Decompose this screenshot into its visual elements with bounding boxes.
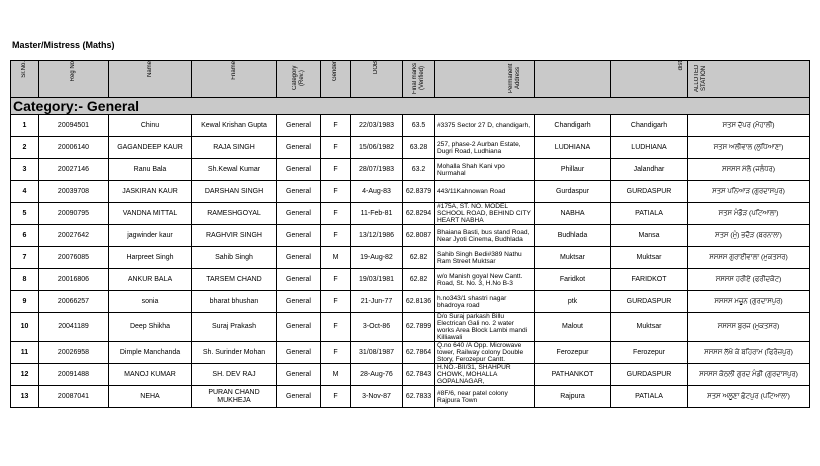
cell-alloted-station: ਸਸਸਸ ਮਚੂਨ (ਗੁਰਦਾਸਪੁਰ) (688, 291, 810, 313)
cell-alloted-station: ਸਸਸਸ ਮੱਲੋ (ਜਲੰਧਰ) (688, 159, 810, 181)
header-dist: dist (611, 61, 688, 98)
cell-dist: GURDASPUR (611, 181, 688, 203)
cell-address-city: ptk (535, 291, 611, 313)
cell-srno: 1 (11, 115, 39, 137)
cell-alloted-station: ਸਤਸ (ਮੁੰ) ਭਦੌੜ (ਬਰਨਾਲਾ) (688, 225, 810, 247)
cell-alloted-station: ਸਤਸ ਪਨਿਆੜ (ਗੁਰਦਾਸਪੁਰ) (688, 181, 810, 203)
table-row (11, 181, 810, 203)
cell-dob: 3-Oct-86 (351, 313, 403, 342)
cell-final-marks: 62.7864 (403, 342, 435, 364)
table-row (11, 115, 810, 137)
cell-regno: 20016806 (39, 269, 109, 291)
cell-fname: RAGHVIR SINGH (192, 225, 277, 247)
cell-dist: PATIALA (611, 386, 688, 408)
cell-address-city: Gurdaspur (535, 181, 611, 203)
cell-dob: 19/03/1981 (351, 269, 403, 291)
cell-dist: Jalandhar (611, 159, 688, 181)
cell-regno: 20091488 (39, 364, 109, 386)
header-gender: Gender (321, 61, 351, 98)
header-alloted-station: ALLOTED STATION (688, 61, 810, 98)
cell-category: General (277, 342, 321, 364)
cell-name: Deep Shikha (109, 313, 192, 342)
table-row (11, 269, 810, 291)
cell-alloted-station: ਸਸਸਸ ਗੁਰਾਈਵਾਲਾ (ਮੁਕਤਸਰ) (688, 247, 810, 269)
cell-dob: 28/07/1983 (351, 159, 403, 181)
cell-srno: 13 (11, 386, 39, 408)
cell-address: #175A, ST. NO. MODEL SCHOOL ROAD, BEHIND CITY HEART NABHA (435, 203, 535, 225)
table-row (11, 386, 810, 408)
cell-address: Sahib Singh Bedi#389 Nathu Ram Street Muktsar (435, 247, 535, 269)
category-label: Category:- General (11, 98, 810, 115)
cell-final-marks: 62.8294 (403, 203, 435, 225)
cell-gender: F (321, 115, 351, 137)
cell-category: General (277, 159, 321, 181)
cell-dist: Mansa (611, 225, 688, 247)
cell-srno: 9 (11, 291, 39, 313)
cell-category: General (277, 225, 321, 247)
cell-final-marks: 62.7899 (403, 313, 435, 342)
cell-address: 257, phase-2 Aurban Estate, Dugri Road, Ludhiana (435, 137, 535, 159)
cell-dist: Muktsar (611, 247, 688, 269)
cell-dist: Chandigarh (611, 115, 688, 137)
cell-gender: F (321, 291, 351, 313)
cell-dob: 19-Aug-82 (351, 247, 403, 269)
cell-regno: 20027146 (39, 159, 109, 181)
cell-fname: RAJA SINGH (192, 137, 277, 159)
cell-alloted-station: ਸਸਸਸ ਬੁਰਜ (ਮੁਕਤਸਰ) (688, 313, 810, 342)
cell-category: General (277, 181, 321, 203)
cell-srno: 5 (11, 203, 39, 225)
cell-dob: 22/03/1983 (351, 115, 403, 137)
cell-fname: DARSHAN SINGH (192, 181, 277, 203)
cell-name: Harpreet Singh (109, 247, 192, 269)
cell-regno: 20066257 (39, 291, 109, 313)
table-row (11, 225, 810, 247)
cell-final-marks: 63.5 (403, 115, 435, 137)
cell-srno: 6 (11, 225, 39, 247)
cell-fname: Suraj Prakash (192, 313, 277, 342)
cell-dist: GURDASPUR (611, 291, 688, 313)
table-row (11, 203, 810, 225)
cell-name: MANOJ KUMAR (109, 364, 192, 386)
cell-address-city: LUDHIANA (535, 137, 611, 159)
table-row (11, 364, 810, 386)
allotment-table (10, 60, 810, 408)
cell-gender: F (321, 269, 351, 291)
cell-regno: 20076085 (39, 247, 109, 269)
cell-final-marks: 62.8136 (403, 291, 435, 313)
table-row (11, 291, 810, 313)
cell-regno: 20094501 (39, 115, 109, 137)
cell-gender: F (321, 137, 351, 159)
table-row (11, 247, 810, 269)
cell-dob: 4-Aug-83 (351, 181, 403, 203)
cell-fname: Sahib Singh (192, 247, 277, 269)
cell-dob: 21-Jun-77 (351, 291, 403, 313)
cell-name: NEHA (109, 386, 192, 408)
cell-dist: PATIALA (611, 203, 688, 225)
cell-srno: 8 (11, 269, 39, 291)
header-category: Category (Rev.) (277, 61, 321, 98)
cell-category: General (277, 247, 321, 269)
cell-address: Mohalla Shah Kani vpo Nurmahal (435, 159, 535, 181)
header-dob: DOB (351, 61, 403, 98)
header-address-city (535, 61, 611, 98)
header-fname: Fname (192, 61, 277, 98)
cell-alloted-station: ਸਤਸ ਮੰਡੌੜ (ਪਟਿਆਲਾ) (688, 203, 810, 225)
header-regno: Reg No (39, 61, 109, 98)
cell-dist: GURDASPUR (611, 364, 688, 386)
cell-final-marks: 62.8087 (403, 225, 435, 247)
header-permanent-address: Permanent Address (435, 61, 535, 98)
cell-address: w/o Manish goyal New Cantt. Road, St. No. 3, H.No B-3 (435, 269, 535, 291)
table-row (11, 313, 810, 342)
cell-name: Dimple Manchanda (109, 342, 192, 364)
cell-category: General (277, 269, 321, 291)
cell-regno: 20027642 (39, 225, 109, 247)
cell-gender: F (321, 386, 351, 408)
cell-dist: FARIDKOT (611, 269, 688, 291)
cell-address: 443/11Kahnowan Road (435, 181, 535, 203)
table-row (11, 342, 810, 364)
cell-gender: F (321, 203, 351, 225)
cell-final-marks: 63.2 (403, 159, 435, 181)
cell-gender: M (321, 364, 351, 386)
cell-srno: 12 (11, 364, 39, 386)
cell-dob: 13/12/1986 (351, 225, 403, 247)
cell-dist: Muktsar (611, 313, 688, 342)
cell-fname: Kewal Krishan Gupta (192, 115, 277, 137)
cell-alloted-station: ਸਸਸਸ ਹਰੀਏ (ਫਰੀਦਕੋਟ) (688, 269, 810, 291)
cell-gender: F (321, 225, 351, 247)
cell-alloted-station: ਸਤਸ ਅਲੀਵਾਲ (ਲੁਧਿਆਣਾ) (688, 137, 810, 159)
cell-gender: F (321, 181, 351, 203)
cell-address-city: Chandigarh (535, 115, 611, 137)
cell-dob: 28-Aug-76 (351, 364, 403, 386)
cell-name: GAGANDEEP KAUR (109, 137, 192, 159)
cell-alloted-station: ਸਸਸਸ ਕੋਠਲੀ ਗੁਰਦ ਮੰਡੀ (ਗੁਰਦਾਸਪੁਰ) (688, 364, 810, 386)
cell-address: H.NO.-BII/31, SHAHPUR CHOWK, MOHALLA GOPALNAGAR, (435, 364, 535, 386)
cell-fname: SH. DEV RAJ (192, 364, 277, 386)
cell-address-city: Budhlada (535, 225, 611, 247)
cell-category: General (277, 386, 321, 408)
cell-fname: RAMESHGOYAL (192, 203, 277, 225)
cell-srno: 10 (11, 313, 39, 342)
cell-fname: PURAN CHAND MUKHEJA (192, 386, 277, 408)
cell-regno: 20026958 (39, 342, 109, 364)
cell-name: ANKUR BALA (109, 269, 192, 291)
cell-category: General (277, 203, 321, 225)
cell-regno: 20087041 (39, 386, 109, 408)
cell-gender: M (321, 247, 351, 269)
cell-alloted-station: ਸਸਸਸ ਲੱਖੋ ਕੇ ਬਹਿਰਾਮ (ਫਿਰੋਜ਼ਪੁਰ) (688, 342, 810, 364)
cell-address-city: NABHA (535, 203, 611, 225)
cell-srno: 2 (11, 137, 39, 159)
page-title: Master/Mistress (Maths) (12, 40, 115, 50)
cell-name: VANDNA MITTAL (109, 203, 192, 225)
table-row (11, 137, 810, 159)
cell-category: General (277, 313, 321, 342)
cell-address-city: Phillaur (535, 159, 611, 181)
cell-final-marks: 62.8379 (403, 181, 435, 203)
cell-dob: 15/06/1982 (351, 137, 403, 159)
header-final-marks: Final marks (Verified) (403, 61, 435, 98)
cell-name: sonia (109, 291, 192, 313)
cell-alloted-station: ਸਤਸ ਦੱਪਰ (ਮੋਹਾਲੀ) (688, 115, 810, 137)
cell-srno: 4 (11, 181, 39, 203)
cell-final-marks: 62.7833 (403, 386, 435, 408)
cell-fname: TARSEM CHAND (192, 269, 277, 291)
cell-final-marks: 63.28 (403, 137, 435, 159)
cell-category: General (277, 291, 321, 313)
cell-srno: 3 (11, 159, 39, 181)
cell-address-city: Muktsar (535, 247, 611, 269)
cell-srno: 11 (11, 342, 39, 364)
cell-category: General (277, 364, 321, 386)
cell-dob: 11-Feb-81 (351, 203, 403, 225)
cell-final-marks: 62.7843 (403, 364, 435, 386)
cell-regno: 20006140 (39, 137, 109, 159)
cell-regno: 20090795 (39, 203, 109, 225)
cell-address-city: Rajpura (535, 386, 611, 408)
cell-name: jagwinder kaur (109, 225, 192, 247)
category-row (11, 98, 810, 115)
cell-final-marks: 62.82 (403, 269, 435, 291)
cell-category: General (277, 115, 321, 137)
cell-dob: 3-Nov-87 (351, 386, 403, 408)
cell-fname: Sh. Surinder Mohan (192, 342, 277, 364)
cell-dob: 31/08/1987 (351, 342, 403, 364)
cell-fname: bharat bhushan (192, 291, 277, 313)
cell-address-city: Malout (535, 313, 611, 342)
cell-address-city: PATHANKOT (535, 364, 611, 386)
cell-regno: 20041189 (39, 313, 109, 342)
cell-name: Chinu (109, 115, 192, 137)
cell-address: h.no343/1 shastri nagar bhadroya road (435, 291, 535, 313)
cell-final-marks: 62.82 (403, 247, 435, 269)
cell-dist: LUDHIANA (611, 137, 688, 159)
cell-gender: F (321, 342, 351, 364)
cell-address: #8F/6, near patel colony Rajpura Town (435, 386, 535, 408)
cell-address: D/o Suraj parkash Billu Electrican Gali no. 2 water works Area Block Lambi mandi Killiawali (435, 313, 535, 342)
cell-address-city: Ferozepur (535, 342, 611, 364)
header-srno: Sr.No. (11, 61, 39, 98)
cell-name: Ranu Bala (109, 159, 192, 181)
cell-address: #3375 Sector 27 D, chandigarh, (435, 115, 535, 137)
cell-name: JASKIRAN KAUR (109, 181, 192, 203)
cell-dist: Ferozepur (611, 342, 688, 364)
cell-address-city: Faridkot (535, 269, 611, 291)
cell-address: Bhaiana Basti, bus stand Road, Near Jyoti Cinema, Budhlada (435, 225, 535, 247)
cell-srno: 7 (11, 247, 39, 269)
header-name: Name (109, 61, 192, 98)
cell-address: Q.no 640 /A Opp. Microwave tower, Railway colony Double Story, Ferozepur Cantt. (435, 342, 535, 364)
cell-regno: 20039708 (39, 181, 109, 203)
cell-category: General (277, 137, 321, 159)
header-row (11, 61, 810, 98)
table-row (11, 159, 810, 181)
cell-gender: F (321, 159, 351, 181)
cell-fname: Sh.Kewal Kumar (192, 159, 277, 181)
cell-gender: F (321, 313, 351, 342)
cell-alloted-station: ਸਤਸ ਅਲੂਣਾ ਛੋਟਪੁਰ (ਪਟਿਆਲਾ) (688, 386, 810, 408)
